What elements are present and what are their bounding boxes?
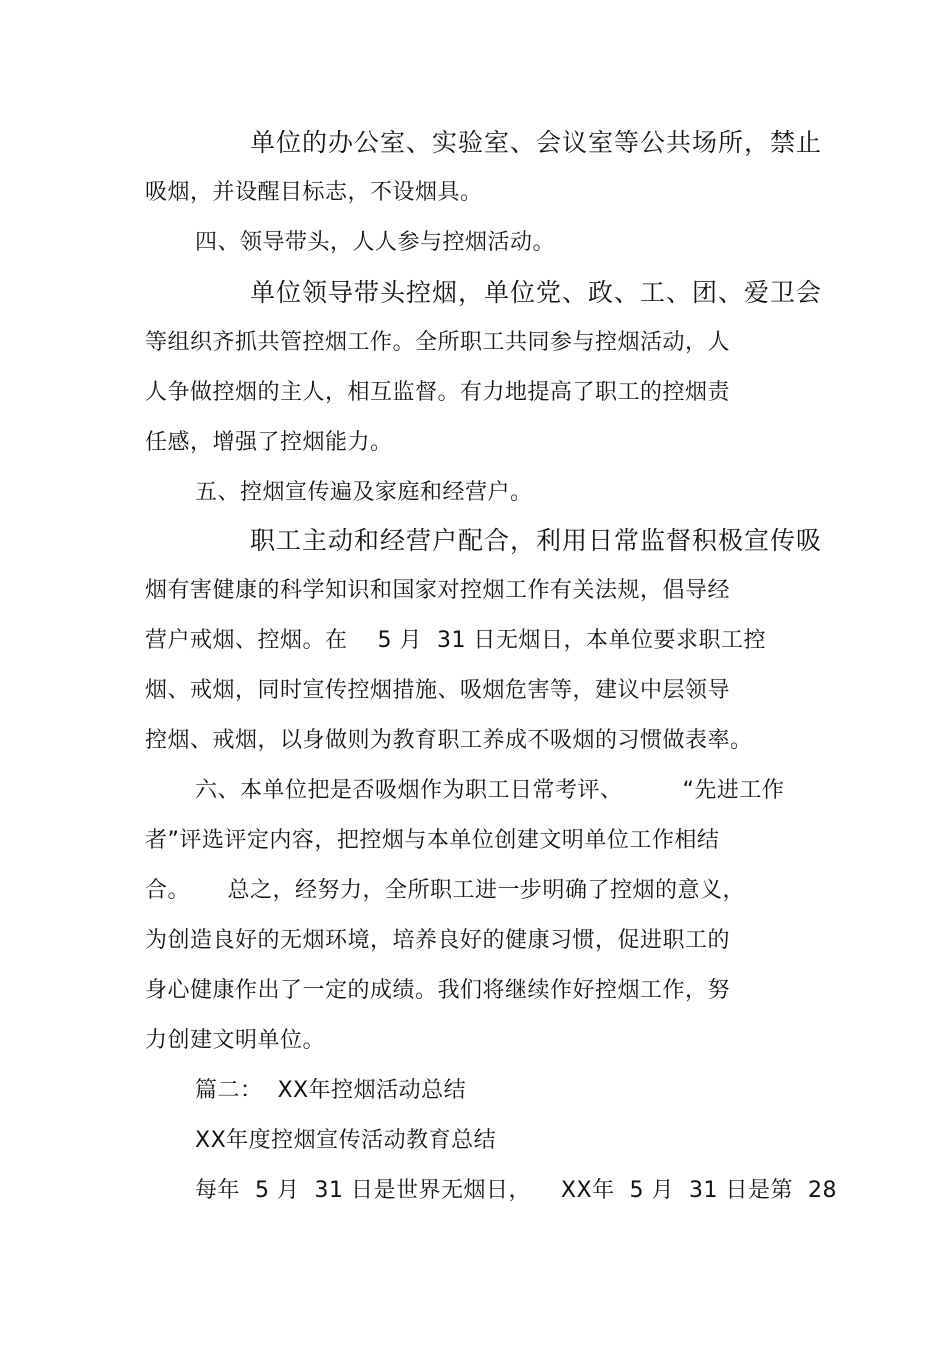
paragraph-line: 营户戒烟、控烟。在 5 月 31 日无烟日，本单位要求职工控: [145, 628, 766, 653]
paragraph-line: 任感，增强了控烟能力。: [145, 430, 393, 455]
section-title: 篇二： XX年控烟活动总结: [195, 1078, 467, 1103]
paragraph-line: 烟有害健康的科学知识和国家对控烟工作有关法规，倡导经: [145, 578, 731, 603]
paragraph-line: 人争做控烟的主人，相互监督。有力地提高了职工的控烟责: [145, 380, 731, 405]
paragraph-line: 身心健康作出了一定的成绩。我们将继续作好控烟工作，努: [145, 978, 731, 1003]
paragraph-line: 合。 总之，经努力，全所职工进一步明确了控烟的意义，: [145, 878, 745, 903]
section-heading: 四、领导带头，人人参与控烟活动。: [195, 230, 556, 255]
section-heading: 五、控烟宣传遍及家庭和经营户。: [195, 480, 533, 505]
paragraph-line: 吸烟，并设醒目标志，不设烟具。: [145, 180, 483, 205]
paragraph-line: 等组织齐抓共管控烟工作。全所职工共同参与控烟活动，人: [145, 330, 731, 355]
paragraph-line: 每年 5 月 31 日是世界无烟日， XX年 5 月 31 日是第 28: [195, 1178, 837, 1203]
paragraph-line: 控烟、戒烟，以身做则为教育职工养成不吸烟的习惯做表率。: [145, 728, 753, 753]
paragraph-line: 单位领导带头控烟，单位党、政、工、团、爱卫会: [250, 278, 823, 307]
paragraph-line: 为创造良好的无烟环境，培养良好的健康习惯，促进职工的: [145, 928, 731, 953]
paragraph-line: 职工主动和经营户配合，利用日常监督积极宣传吸: [250, 526, 823, 555]
section-heading: 六、本单位把是否吸烟作为职工日常考评、 “先进工作: [195, 778, 785, 803]
paragraph-line: 者”评选评定内容，把控烟与本单位创建文明单位工作相结: [145, 828, 720, 853]
paragraph-line: 力创建文明单位。: [145, 1028, 326, 1053]
paragraph-line: 烟、戒烟，同时宣传控烟措施、吸烟危害等，建议中层领导: [145, 678, 731, 703]
paragraph-line: 单位的办公室、实验室、会议室等公共场所，禁止: [250, 128, 823, 157]
section-title: XX年度控烟宣传活动教育总结: [195, 1128, 497, 1153]
